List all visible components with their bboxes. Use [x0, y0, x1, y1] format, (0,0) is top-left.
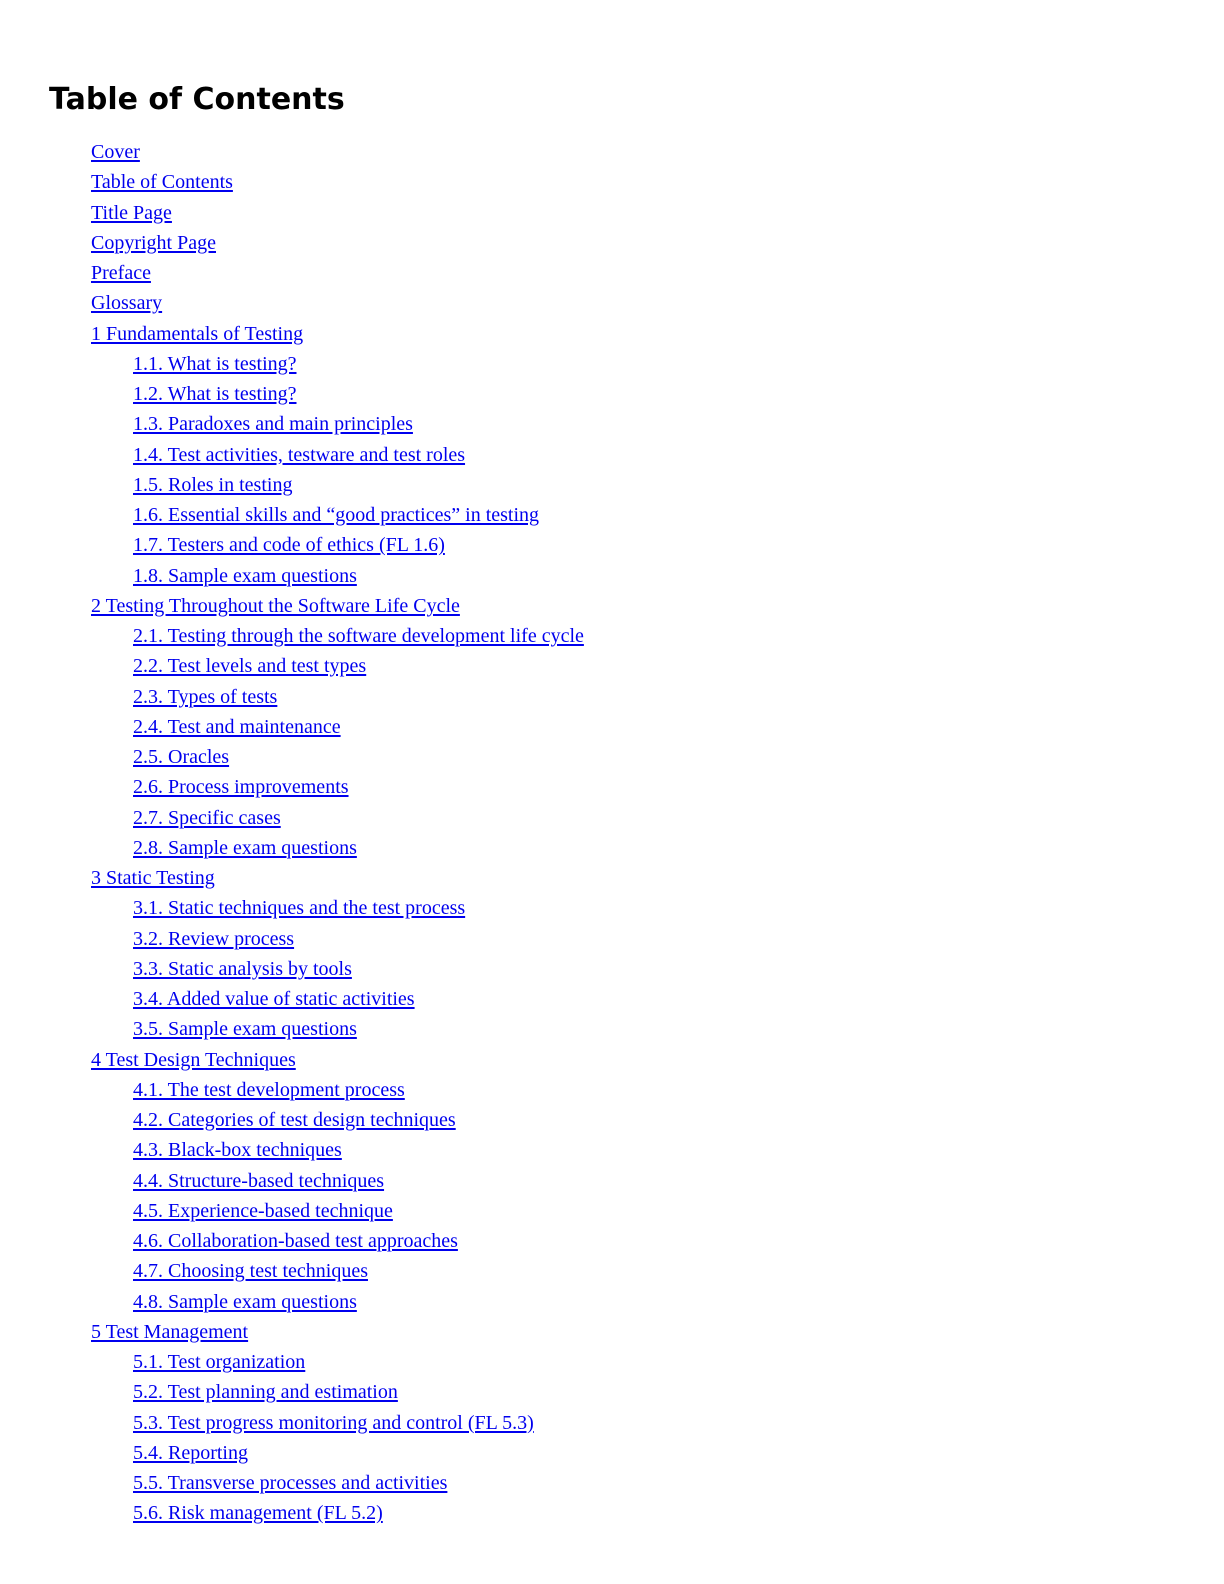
toc-section-link[interactable]: 5.4. Reporting	[133, 1441, 248, 1464]
toc-entry	[0, 1317, 584, 1347]
toc-section-link[interactable]: 2.6. Process improvements	[133, 776, 349, 799]
toc-section-link[interactable]: 1.2. What is testing?	[133, 383, 297, 405]
toc-section-link[interactable]: 2.3. Types of tests	[133, 685, 278, 708]
toc-entry	[0, 984, 584, 1014]
toc-entry	[0, 1135, 584, 1165]
toc-section-link[interactable]: 3.2. Review process	[133, 927, 295, 950]
toc-chapter-link[interactable]: Table of Contents	[91, 171, 233, 194]
toc-entry	[0, 288, 584, 318]
toc-entry	[0, 530, 584, 560]
toc-chapter-link[interactable]: Glossary	[91, 292, 163, 315]
toc-section-link[interactable]: 4.4. Structure-based techniques	[133, 1169, 385, 1192]
toc-chapter-link[interactable]: 1 Fundamentals of Testing	[91, 322, 304, 345]
toc-entry	[0, 742, 584, 772]
toc-chapter-link[interactable]: Copyright Page	[91, 231, 216, 254]
toc-entry	[0, 167, 584, 197]
toc-section-link[interactable]: 4.2. Categories of test design techniques	[133, 1109, 456, 1131]
toc-entry	[0, 924, 584, 954]
toc-section-link[interactable]: 3.3. Static analysis by tools	[133, 957, 352, 980]
page-title: Table of Contents	[49, 82, 345, 117]
toc-entry	[0, 349, 584, 379]
toc-section-link[interactable]: 1.3. Paradoxes and main principles	[133, 413, 413, 436]
toc-section-link[interactable]: 5.2. Test planning and estimation	[133, 1381, 398, 1404]
toc-entry	[0, 863, 584, 893]
toc-chapter-link[interactable]: Title Page	[91, 201, 172, 224]
toc-entry	[0, 1408, 584, 1438]
toc-chapter-link[interactable]: 3 Static Testing	[91, 867, 215, 889]
table-of-contents-list	[0, 137, 584, 1529]
toc-section-link[interactable]: 2.2. Test levels and test types	[133, 655, 367, 678]
toc-entry	[0, 682, 584, 712]
toc-entry	[0, 198, 584, 228]
toc-entry	[0, 833, 584, 863]
toc-entry	[0, 440, 584, 470]
toc-section-link[interactable]: 1.6. Essential skills and “good practices” in testing	[133, 504, 540, 526]
toc-section-link[interactable]: 4.6. Collaboration-based test approaches	[133, 1230, 458, 1252]
toc-entry	[0, 1014, 584, 1044]
toc-section-link[interactable]: 1.8. Sample exam questions	[133, 564, 357, 587]
toc-section-link[interactable]: 2.8. Sample exam questions	[133, 836, 357, 859]
toc-entry	[0, 258, 584, 288]
toc-section-link[interactable]: 1.7. Testers and code of ethics (FL 1.6)	[133, 534, 445, 557]
toc-entry	[0, 712, 584, 742]
toc-entry	[0, 651, 584, 681]
toc-section-link[interactable]: 5.6. Risk management (FL 5.2)	[133, 1502, 383, 1525]
toc-section-link[interactable]: 2.1. Testing through the software development life cycle	[133, 625, 584, 647]
toc-section-link[interactable]: 1.1. What is testing?	[133, 352, 297, 375]
toc-section-link[interactable]: 4.3. Black-box techniques	[133, 1139, 342, 1162]
toc-section-link[interactable]: 4.5. Experience-based technique	[133, 1199, 393, 1222]
toc-entry	[0, 591, 584, 621]
toc-entry	[0, 1347, 584, 1377]
toc-section-link[interactable]: 2.7. Specific cases	[133, 806, 281, 829]
toc-section-link[interactable]: 5.3. Test progress monitoring and control (FL 5.3)	[133, 1411, 534, 1434]
toc-entry	[0, 1287, 584, 1317]
toc-chapter-link[interactable]: Preface	[91, 262, 151, 284]
toc-section-link[interactable]: 3.1. Static techniques and the test process	[133, 897, 466, 920]
toc-entry	[0, 1468, 584, 1498]
toc-section-link[interactable]: 5.5. Transverse processes and activities	[133, 1472, 448, 1494]
toc-entry	[0, 1166, 584, 1196]
toc-entry	[0, 500, 584, 530]
toc-chapter-link[interactable]: Cover	[91, 141, 140, 163]
toc-entry	[0, 379, 584, 409]
toc-section-link[interactable]: 1.5. Roles in testing	[133, 473, 293, 496]
toc-entry	[0, 470, 584, 500]
toc-entry	[0, 319, 584, 349]
toc-entry	[0, 893, 584, 923]
toc-entry	[0, 772, 584, 802]
toc-entry	[0, 1105, 584, 1135]
toc-entry	[0, 1045, 584, 1075]
toc-entry	[0, 1256, 584, 1286]
toc-entry	[0, 228, 584, 258]
toc-section-link[interactable]: 4.1. The test development process	[133, 1078, 405, 1101]
toc-entry	[0, 803, 584, 833]
toc-entry	[0, 1226, 584, 1256]
toc-section-link[interactable]: 4.7. Choosing test techniques	[133, 1260, 368, 1283]
toc-section-link[interactable]: 2.4. Test and maintenance	[133, 715, 341, 738]
toc-section-link[interactable]: 2.5. Oracles	[133, 746, 230, 768]
toc-section-link[interactable]: 3.5. Sample exam questions	[133, 1018, 357, 1041]
toc-entry	[0, 1438, 584, 1468]
toc-chapter-link[interactable]: 5 Test Management	[91, 1320, 249, 1343]
toc-section-link[interactable]: 3.4. Added value of static activities	[133, 988, 415, 1010]
toc-entry	[0, 1498, 584, 1528]
toc-section-link[interactable]: 5.1. Test organization	[133, 1351, 306, 1373]
toc-entry	[0, 621, 584, 651]
toc-entry	[0, 954, 584, 984]
toc-chapter-link[interactable]: 2 Testing Throughout the Software Life Cycle	[91, 594, 460, 617]
toc-section-link[interactable]: 1.4. Test activities, testware and test roles	[133, 443, 466, 466]
toc-entry	[0, 561, 584, 591]
toc-chapter-link[interactable]: 4 Test Design Techniques	[91, 1048, 296, 1071]
toc-entry	[0, 1075, 584, 1105]
toc-entry	[0, 1377, 584, 1407]
toc-entry	[0, 137, 584, 167]
toc-entry	[0, 1196, 584, 1226]
toc-section-link[interactable]: 4.8. Sample exam questions	[133, 1290, 357, 1313]
toc-entry	[0, 409, 584, 439]
